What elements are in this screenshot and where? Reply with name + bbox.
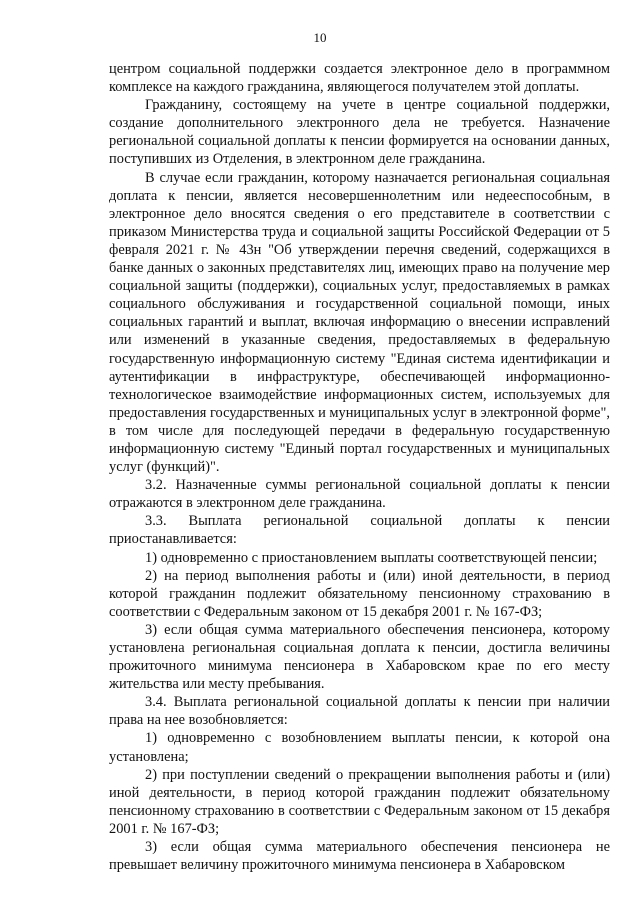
paragraph: центром социальной поддержки создается электронное дело в программном комплексе на каждого гражданина, являющегося получателем этой доплаты.: [109, 61, 610, 96]
clause-3-2: 3.2. Назначенные суммы региональной социальной доплаты к пенсии отражаются в электронном деле гражданина.: [109, 477, 610, 512]
paragraph: В случае если гражданин, которому назначается региональная социальная доплата к пенсии, является несовершеннолетним или недееспособным, в электронное дело вносятся сведения о его представителе в соответствии с приказом Министерства труда и социальной защиты Российской Федерации от 5 февраля 2021 г. № 43н "Об утверждении перечня сведений, содержащихся в банке данных о законных представителях лиц, имеющих право на получение мер социальной защиты (поддержки), социальных услуг, предоставляемых в рамках социального обслуживания и государственной социальной помощи, иных социальных гарантий и выплат, включая информацию о внесении исправлений или изменений в указанные сведения, предоставляемых в федеральную государственную информационную систему "Единая система идентификации и аутентификации в инфраструктуре, обеспечивающей информационно-технологическое взаимодействие информационных систем, используемых для предоставления государственных и муниципальных услуг в электронной форме", в том числе для последующей передачи в федеральную государственную информационную систему "Единый портал государственных и муниципальных услуг (функций)".: [109, 169, 611, 476]
clause-3-4: 3.4. Выплата региональной социальной доплаты к пенсии при наличии права на нее возобновляется:: [109, 694, 610, 729]
list-item: 3) если общая сумма материального обеспечения пенсионера, которому установлена региональная социальная доплата к пенсии, достигла величины прожиточного минимума пенсионера в Хабаровском крае по его месту жительства или месту пребывания.: [109, 621, 610, 693]
list-item: 3) если общая сумма материального обеспечения пенсионера не превышает величину прожиточного минимума пенсионера в Хабаровском: [109, 839, 610, 874]
list-item: 2) при поступлении сведений о прекращении выполнения работы и (или) иной деятельности, в период которой гражданин подлежит обязательному пенсионному страхованию в соответствии с Федеральным законом от 15 декабря 2001 г. № 167-ФЗ;: [109, 766, 610, 837]
list-item: 2) на период выполнения работы и (или) иной деятельности, в период которой гражданин подлежит обязательному пенсионному страхованию в соответствии с Федеральным законом от 15 декабря 2001 г. № 167-ФЗ;: [109, 567, 610, 620]
list-item: 1) одновременно с приостановлением выплаты соответствующей пенсии;: [145, 549, 598, 566]
paragraph: Гражданину, состоящему на учете в центре социальной поддержки, создание дополнительного электронного дела не требуется. Назначение региональной социальной доплаты к пенсии формируется на основании данных, поступивших из Отделения, в электронном деле гражданина.: [109, 97, 610, 168]
clause-3-3: 3.3. Выплата региональной социальной доплаты к пенсии приостанавливается:: [109, 513, 610, 548]
list-item: 1) одновременно с возобновлением выплаты пенсии, к которой она установлена;: [109, 730, 610, 765]
page-number: 10: [313, 30, 327, 45]
document-body: [109, 60, 610, 874]
